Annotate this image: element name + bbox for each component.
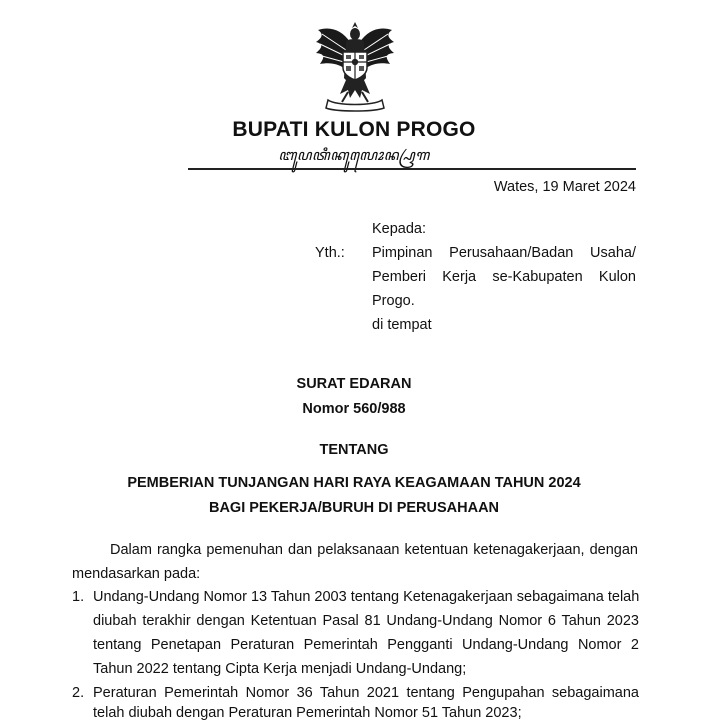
addressee-line: di tempat bbox=[372, 317, 432, 333]
list-item-line: telah diubah dengan Peraturan Pemerintah Nomor 51 Tahun 2023; bbox=[93, 705, 522, 721]
addressee-line: Pimpinan Perusahaan/Badan Usaha/ bbox=[372, 245, 636, 261]
addressee-yth: Yth.: bbox=[315, 245, 345, 261]
list-item-number: 1. bbox=[72, 589, 85, 605]
list-item-line: Undang-Undang Nomor 13 Tahun 2003 tentang Ketenagakerjaan sebagaimana telah bbox=[93, 589, 640, 605]
garuda-emblem-icon bbox=[312, 20, 398, 112]
addressee-line: Progo. bbox=[372, 293, 415, 309]
list-item-line: Peraturan Pemerintah Nomor 36 Tahun 2021 tentang Pengupahan sebagaimana bbox=[93, 685, 639, 701]
header-divider bbox=[188, 168, 636, 170]
letter-number: Nomor 560/988 bbox=[302, 401, 406, 417]
government-title: BUPATI KULON PROGO bbox=[232, 118, 476, 141]
list-item-number: 2. bbox=[72, 685, 85, 701]
letter-tentang: TENTANG bbox=[319, 442, 389, 458]
intro-paragraph-line: Dalam rangka pemenuhan dan pelaksanaan ketentuan ketenagakerjaan, dengan bbox=[110, 542, 638, 558]
list-item-line: tentang Penetapan Peraturan Pemerintah Pengganti Undang-Undang Nomor 2 bbox=[93, 637, 639, 653]
letter-type: SURAT EDARAN bbox=[296, 376, 412, 392]
addressee-kepada: Kepada: bbox=[372, 221, 427, 237]
letter-date: Wates, 19 Maret 2024 bbox=[493, 179, 636, 195]
letter-subject-line: BAGI PEKERJA/BURUH DI PERUSAHAAN bbox=[208, 500, 500, 516]
intro-paragraph-line: mendasarkan pada: bbox=[72, 566, 201, 582]
javanese-script-title: ꦧꦸꦥꦠꦶꦏꦸꦭꦺꦴꦤ꧀ꦥꦿꦒ bbox=[278, 146, 430, 164]
list-item-line: Tahun 2022 tentang Cipta Kerja menjadi Undang-Undang; bbox=[93, 661, 467, 677]
list-item-line: diubah terakhir dengan Ketentuan Pasal 81 Undang-Undang Nomor 6 Tahun 2023 bbox=[93, 613, 639, 629]
addressee-line: Pemberi Kerja se-Kabupaten Kulon bbox=[372, 269, 636, 285]
letter-subject-line: PEMBERIAN TUNJANGAN HARI RAYA KEAGAMAAN TAHUN 2024 bbox=[127, 475, 581, 491]
